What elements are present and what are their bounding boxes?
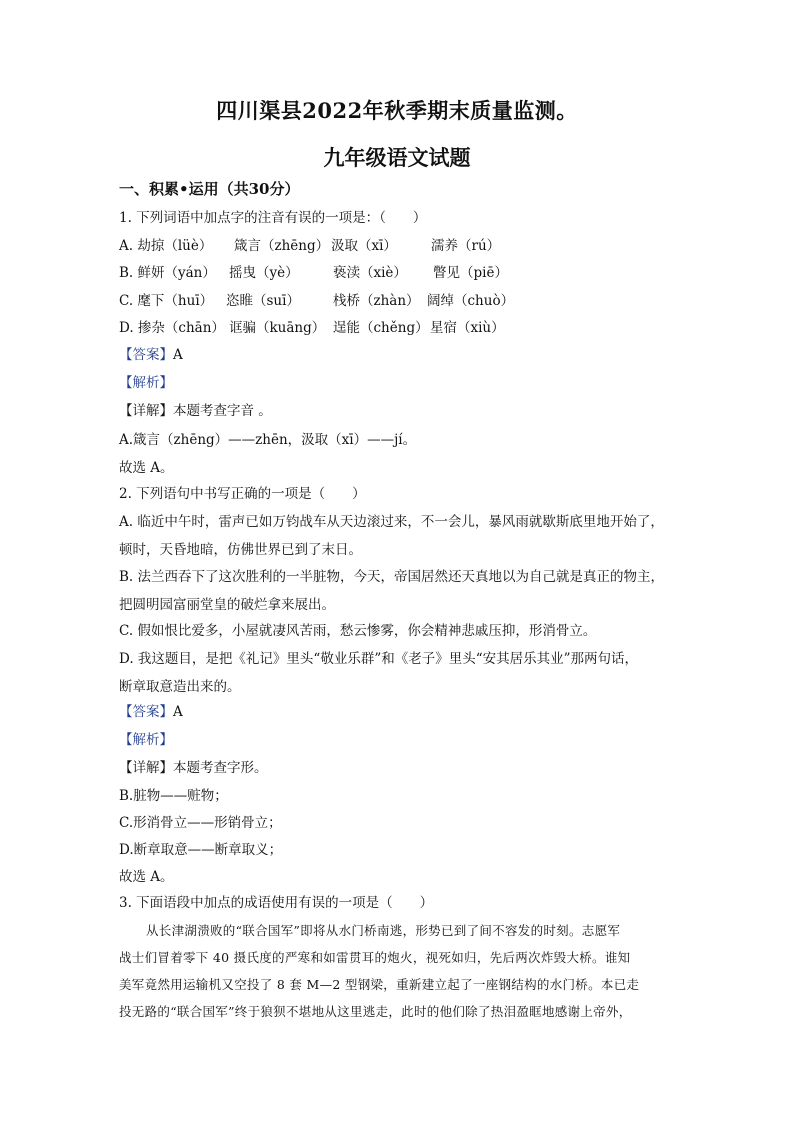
- option-cell: 逞能（chěng）: [333, 320, 429, 336]
- document-title: 四川渠县2022年秋季期末质量监测。: [216, 98, 578, 123]
- detail-tag: 【详解】: [119, 760, 173, 776]
- q2-option-a-cont: 顿时，天昏地暗，仿佛世界已到了末日。: [119, 542, 362, 558]
- answer-tag: 【答案】: [119, 347, 173, 363]
- q2-option-d-cont: 断章取意造出来的。: [119, 679, 241, 695]
- option-cell: C. 麾下（huī）: [119, 293, 214, 309]
- detail-text: 本题考查字音 。: [173, 403, 272, 419]
- q1-answer: [119, 345, 183, 365]
- q2-stem: 2. 下列语句中书写正确的一项是（ ）: [119, 486, 366, 502]
- answer-tag: 【答案】: [119, 704, 173, 720]
- detail-text: 本题考查字形。: [173, 760, 268, 776]
- q1-option-row: [119, 318, 505, 338]
- option-cell: 亵渎（xiè）: [333, 265, 407, 281]
- q2-option-a: A. 临近中午时，雷声已如万钧战车从天边滚过来，不一会儿，暴风雨就歇斯底里地开始了，: [119, 514, 664, 530]
- option-cell: 星宿（xiù）: [430, 320, 505, 336]
- option-cell: 瞥见（piē）: [433, 265, 508, 281]
- option-cell: 摇曳（yè）: [229, 265, 299, 281]
- option-cell: 阔绰（chuò）: [427, 293, 515, 309]
- option-cell: 恣睢（suī）: [226, 293, 300, 309]
- q1-option-row: [119, 236, 500, 256]
- q2-answer: [119, 702, 183, 722]
- answer-value: A: [173, 704, 183, 720]
- q2-option-b-cont: 把圆明园富丽堂皇的破烂拿来展出。: [119, 597, 335, 613]
- section-heading: 一、积累•运用（共30分）: [119, 180, 300, 198]
- option-cell: 濡养（rú）: [431, 238, 501, 254]
- option-cell: 箴言（zhēng）: [234, 238, 330, 254]
- q2-conclusion: 故选 A。: [119, 869, 174, 885]
- q1-option-row: [119, 263, 508, 283]
- q1-option-row: [119, 291, 514, 311]
- q1-detail: [119, 401, 272, 421]
- q1-explain: A.箴言（zhēng）——zhēn，汲取（xī）——jí。: [119, 432, 417, 448]
- q3-passage-line: 美军竟然用运输机又空投了 8 套 M—2 型钢梁，重新建立起了一座钢结构的水门桥。本已走: [119, 977, 640, 992]
- q3-stem: 3. 下面语段中加点的成语使用有误的一项是（ ）: [119, 895, 434, 911]
- option-cell: 汲取（xī）: [331, 238, 397, 254]
- q1-stem: 1. 下列词语中加点字的注音有误的一项是：（ ）: [119, 210, 427, 226]
- document-subtitle: 九年级语文试题: [323, 145, 471, 170]
- q2-option-c: C. 假如恨比爱多，小屋就凄风苦雨，愁云惨雾，你会精神悲戚压抑，形消骨立。: [119, 623, 597, 639]
- q2-explain-b: B.脏物——赃物；: [119, 788, 228, 804]
- q3-passage-line: 战士们冒着零下 40 摄氏度的严寒和如雷贯耳的炮火，视死如归，先后两次炸毁大桥。谁知: [119, 950, 631, 965]
- q2-analysis-tag: 【解析】: [119, 732, 173, 748]
- q2-explain-d: D.断章取意——断章取义；: [119, 842, 283, 858]
- q2-option-d: D. 我这题目，是把《礼记》里头“敬业乐群”和《老子》里头“安其居乐其业”那两句话，: [119, 651, 639, 667]
- option-cell: 诓骗（kuāng）: [229, 320, 326, 336]
- option-cell: B. 鲜妍（yán）: [119, 265, 216, 281]
- q3-passage-line: 投无路的“联合国军”终于狼狈不堪地从这里逃走，此时的他们除了热泪盈眶地感谢上帝外，: [119, 1004, 632, 1019]
- q1-conclusion: 故选 A。: [119, 460, 174, 476]
- option-cell: D. 掺杂（chān）: [119, 320, 225, 336]
- q1-analysis-tag: 【解析】: [119, 375, 173, 391]
- option-cell: 栈桥（zhàn）: [333, 293, 420, 309]
- q2-explain-c: C.形消骨立——形销骨立；: [119, 815, 282, 831]
- q3-passage-line: 从长津湖溃败的“联合国军”即将从水门桥南逃，形势已到了间不容发的时刻。志愿军: [146, 923, 621, 938]
- detail-tag: 【详解】: [119, 403, 173, 419]
- q2-detail: [119, 758, 268, 778]
- option-cell: A. 劫掠（lüè）: [119, 238, 213, 254]
- q2-option-b: B. 法兰西吞下了这次胜利的一半脏物，今天，帝国居然还天真地以为自己就是真正的物主，: [119, 569, 665, 585]
- answer-value: A: [173, 347, 183, 363]
